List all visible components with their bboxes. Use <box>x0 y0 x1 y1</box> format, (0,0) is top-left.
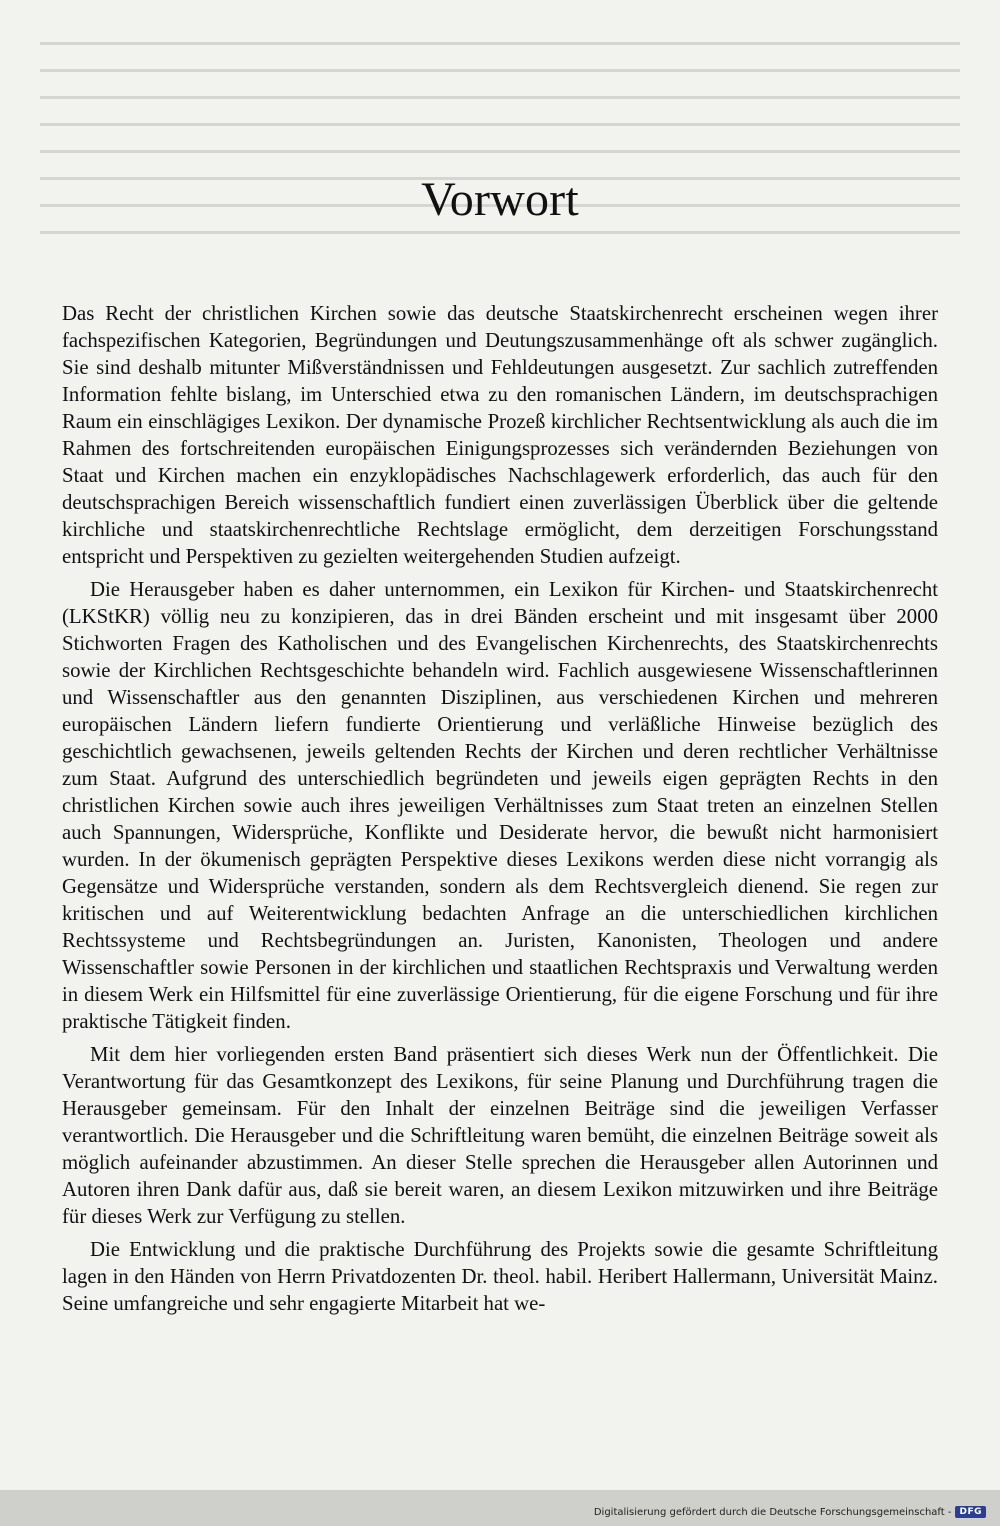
paragraph-3: Mit dem hier vorliegenden ersten Band präsentiert sich dieses Werk nun der Öffentlichkeit. Die Verantwortung für das Gesamtkonzept des Lexikons, für seine Planung und Durchführung tragen die Herausgeber gemeinsam. Für den Inhalt der einzelnen Beiträge sind die jeweiligen Verfasser verantwortlich. Die Herausgeber und die Schriftleitung waren bemüht, die einzelnen Beiträge soweit als möglich aufeinander abzustimmen. An dieser Stelle sprechen die Herausgeber allen Autorinnen und Autoren ihren Dank dafür aus, daß sie bereit waren, an diesem Lexikon mitzuwirken und ihre Beiträge für dieses Werk zur Verfügung zu stellen. <box>62 1043 938 1228</box>
footer-text: Digitalisierung gefördert durch die Deutsche Forschungsgemeinschaft - <box>593 1506 952 1518</box>
paragraph-2: Die Herausgeber haben es daher unternommen, ein Lexikon für Kirchen- und Staatskirchenrecht (LKStKR) völlig neu zu konzipieren, das in drei Bänden erscheint und mit insgesamt über 2000 Stichworten Fragen des Katholischen und des Evangelischen Kirchenrechts, des Staatskirchenrechts sowie der Kirchlichen Rechtsgeschichte behandeln wird. Fachlich ausgewiesene Wissenschaftlerinnen und Wissenschaftler aus den genannten Disziplinen, aus verschiedenen Kirchen und mehreren europäischen Ländern liefern fundierte Orientierung und verläßliche Hinweise bezüglich des geschichtlich gewachsenen, jeweils geltenden Rechts der Kirchen und deren rechtlicher Verhältnisse zum Staat. Aufgrund des unterschiedlich begründeten und jeweils eigen geprägten Rechts in den christlichen Kirchen sowie auch ihres jeweiligen Verhältnisses zum Staat treten an einzelnen Stellen auch Spannungen, Widersprüche, Konflikte und Desiderate hervor, die bewußt nicht harmonisiert wurden. In der ökumenisch geprägten Perspektive dieses Lexikons werden diese nicht vorrangig als Gegensätze und Widersprüche verstanden, sondern als dem Rechtsvergleich dienend. Sie regen zur kritischen und auf Weiterentwicklung bedachten Anfrage an die unterschiedlichen kirchlichen Rechtssysteme und Rechtsbegründungen an. Juristen, Kanonisten, Theologen und andere Wissenschaftler sowie Personen in der kirchlichen und staatlichen Rechtspraxis und Verwaltung werden in diesem Werk ein Hilfsmittel für eine zuverlässige Orientierung, für die eigene Forschung und für ihre praktische Tätigkeit finden. <box>62 578 938 1033</box>
page-title: Vorwort <box>421 173 579 226</box>
digitization-footer <box>594 1506 986 1518</box>
paragraph-4: Die Entwicklung und die praktische Durchführung des Projekts sowie die gesamte Schriftleitung lagen in den Händen von Herrn Privatdozenten Dr. theol. habil. Heribert Hallermann, Universität Mainz. Seine umfangreiche und sehr engagierte Mitarbeit hat we- <box>62 1238 938 1315</box>
body-text <box>62 300 938 1323</box>
dfg-logo-icon: DFG <box>955 1506 986 1518</box>
paragraph-1: Das Recht der christlichen Kirchen sowie das deutsche Staatskirchenrecht erscheinen wegen ihrer fachspezifischen Kategorien, Begründungen und Deutungszusammenhänge oft als schwer zugänglich. Sie sind deshalb mitunter Mißverständnissen und Fehldeutungen ausgesetzt. Zur sachlich zutreffenden Information fehlte bislang, im Unterschied etwa zu den romanischen Ländern, im deutschsprachigen Raum ein einschlägiges Lexikon. Der dynamische Prozeß kirchlicher Rechtsentwicklung als auch die im Rahmen des fortschreitenden europäischen Einigungsprozesses sich verändernden Beziehungen von Staat und Kirchen machen ein enzyklopädisches Nachschlagewerk erforderlich, das auch für den deutschsprachigen Bereich wissenschaftlich fundiert einen zuverlässigen Überblick über die geltende kirchliche und staatskirchenrechtliche Rechtslage ermöglicht, dem derzeitigen Forschungsstand entspricht und Perspektiven zu gezielten weitergehenden Studien aufzeigt. <box>62 302 938 568</box>
